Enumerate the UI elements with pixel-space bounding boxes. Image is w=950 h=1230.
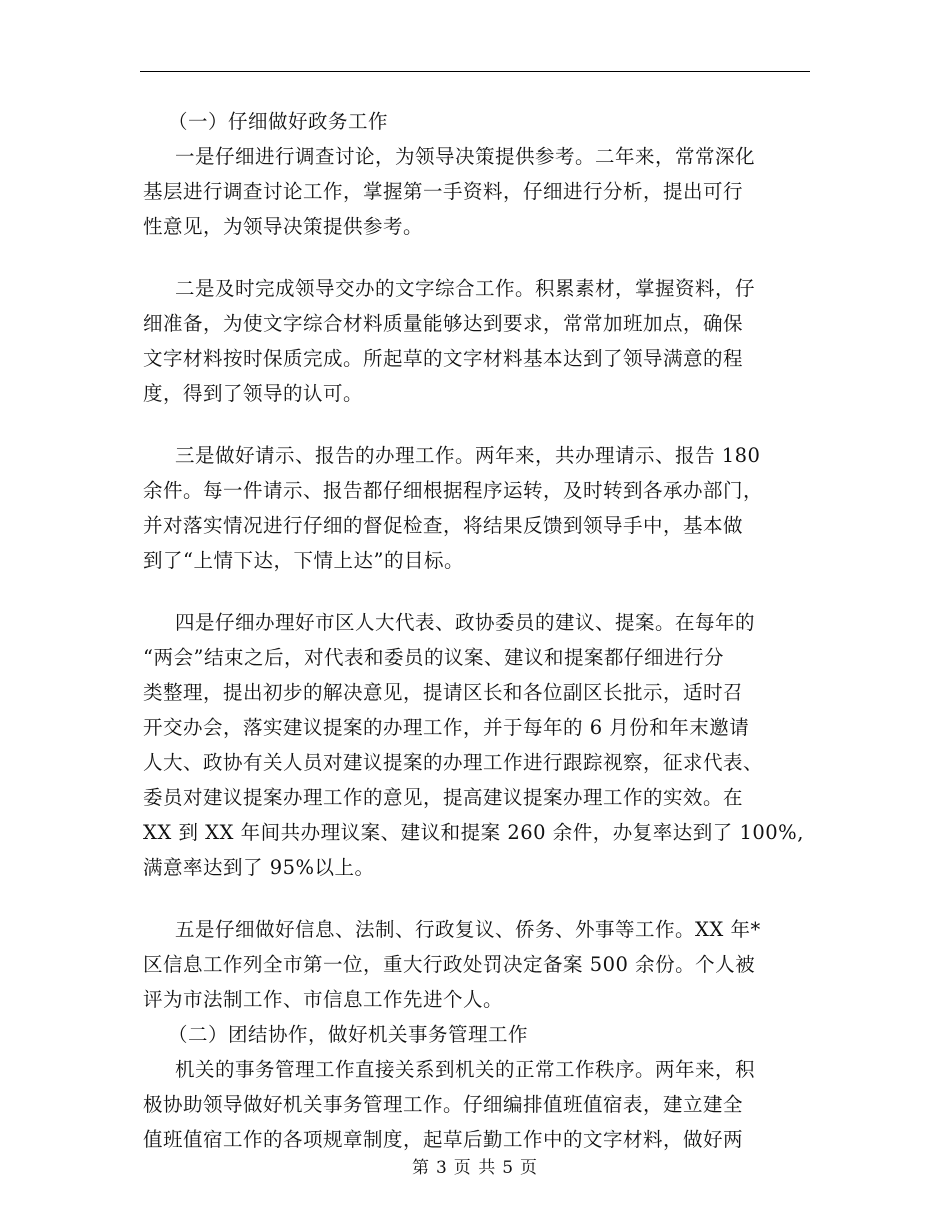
- paragraph-line: 并对落实情况进行仔细的督促检查，将结果反馈到领导手中，基本做: [143, 514, 744, 537]
- paragraph-line: 三是做好请示、报告的办理工作。两年来，共办理请示、报告 180: [175, 444, 761, 467]
- paragraph-3: [143, 438, 811, 578]
- paragraph-line: 基层进行调查讨论工作，掌握第一手资料，仔细进行分析，提出可行: [143, 180, 744, 203]
- paragraph-line: 区信息工作列全市第一位，重大行政处罚决定备案 500 余份。个人被: [143, 953, 756, 976]
- section-heading-2: （二）团结协作，做好机关事务管理工作: [168, 1023, 529, 1046]
- page-footer: [0, 1153, 950, 1178]
- paragraph-line: 性意见，为领导决策提供参考。: [143, 215, 424, 238]
- paragraph-line: 值班值宿工作的各项规章制度，起草后勤工作中的文字材料，做好两: [143, 1128, 744, 1151]
- paragraph-6: [143, 1052, 811, 1157]
- paragraph-line: 委员对建议提案办理工作的意见，提高建议提案办理工作的实效。在: [143, 786, 744, 809]
- paragraph-line: 开交办会，落实建议提案的办理工作，并于每年的 6 月份和年末邀请: [143, 716, 750, 739]
- paragraph-line: 机关的事务管理工作直接关系到机关的正常工作秩序。两年来，积: [175, 1058, 756, 1081]
- paragraph-5: [143, 912, 811, 1017]
- paragraph-line: 评为市法制工作、市信息工作先进个人。: [143, 988, 504, 1011]
- paragraph-line: 满意率达到了 95%以上。: [143, 856, 375, 879]
- paragraph-line: 余件。每一件请示、报告都仔细根据程序运转，及时转到各承办部门，: [143, 479, 764, 502]
- header-rule: [140, 71, 810, 72]
- document-body: [143, 104, 811, 1157]
- footer-total-pages: 5: [502, 1158, 515, 1178]
- paragraph-line: “两会”结束之后，对代表和委员的议案、建议和提案都仔细进行分: [143, 646, 724, 669]
- paragraph-line: 度，得到了领导的认可。: [143, 382, 364, 405]
- paragraph-line: 人大、政协有关人员对建议提案的办理工作进行跟踪视察，征求代表、: [143, 751, 764, 774]
- paragraph-line: 到了“上情下达，下情上达”的目标。: [143, 549, 464, 572]
- paragraph-4: [143, 605, 811, 885]
- paragraph-line: 四是仔细办理好市区人大代表、政协委员的建议、提案。在每年的: [175, 611, 756, 634]
- paragraph-line: 五是仔细做好信息、法制、行政复议、侨务、外事等工作。XX 年*: [175, 918, 761, 941]
- footer-prefix: 第: [411, 1158, 430, 1178]
- paragraph-line: 细准备，为使文字综合材料质量能够达到要求，常常加班加点，确保: [143, 312, 744, 335]
- paragraph-line: 文字材料按时保质完成。所起草的文字材料基本达到了领导满意的程: [143, 347, 744, 370]
- paragraph-line: 极协助领导做好机关事务管理工作。仔细编排值班值宿表，建立建全: [143, 1093, 744, 1116]
- paragraph-2: [143, 271, 811, 411]
- paragraph-1: [143, 139, 811, 244]
- section-heading-1: （一）仔细做好政务工作: [168, 110, 389, 133]
- paragraph-line: XX 到 XX 年间共办理议案、建议和提案 260 余件，办复率达到了 100%,: [143, 821, 804, 844]
- footer-suffix: 页: [520, 1158, 539, 1178]
- footer-middle: 页 共: [453, 1158, 497, 1178]
- paragraph-line: 二是及时完成领导交办的文字综合工作。积累素材，掌握资料，仔: [175, 277, 756, 300]
- paragraph-line: 类整理，提出初步的解决意见，提请区长和各位副区长批示，适时召: [143, 681, 744, 704]
- footer-page-number: 3: [435, 1158, 448, 1178]
- paragraph-line: 一是仔细进行调查讨论，为领导决策提供参考。二年来，常常深化: [175, 145, 756, 168]
